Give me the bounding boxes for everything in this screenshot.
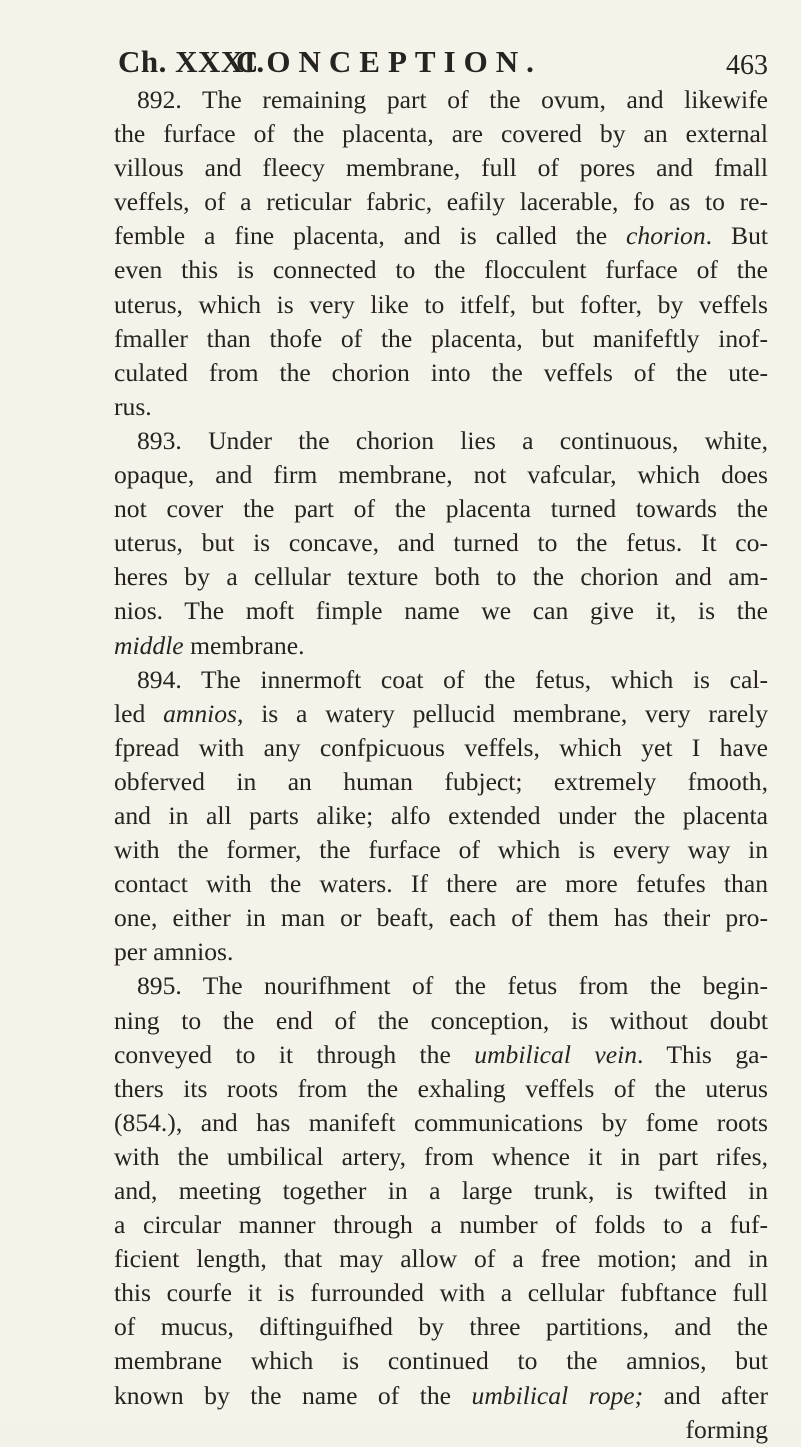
chapter-label: Ch. XXXI. bbox=[118, 44, 265, 79]
text-line: opaque, and firm membrane, not vafcular, which does bbox=[114, 460, 768, 490]
text-line: this courfe it is furrounded with a cellular fubftance full bbox=[114, 1278, 768, 1308]
text-line: middle membrane. bbox=[114, 630, 305, 660]
text-line: uterus, but is concave, and turned to the fetus. It co- bbox=[114, 528, 768, 558]
text-line: fmaller than thofe of the placenta, but manifeftly inof- bbox=[114, 323, 768, 353]
running-title: CONCEPTION. bbox=[236, 44, 542, 79]
text-line: villous and fleecy membrane, full of pores and fmall bbox=[114, 153, 768, 183]
text-line: even this is connected to the flocculent furface of the bbox=[114, 255, 768, 285]
text-line: heres by a cellular texture both to the chorion and am- bbox=[114, 562, 768, 592]
term-umbilical-vein: umbilical vein bbox=[474, 1039, 638, 1069]
catchword: forming bbox=[685, 1414, 768, 1444]
text-line: not cover the part of the placenta turned towards the bbox=[114, 494, 768, 524]
body-text bbox=[114, 83, 768, 1447]
text-line: a circular manner through a number of folds to a fuf- bbox=[114, 1210, 768, 1240]
text-line: the furface of the placenta, are covered by an external bbox=[114, 119, 768, 149]
text-line: with the umbilical artery, from whence it in part rifes, bbox=[114, 1141, 768, 1171]
text-line: uterus, which is very like to itfelf, but fofter, by veffels bbox=[114, 289, 768, 319]
text-line: 892. The remaining part of the ovum, and likewife bbox=[137, 85, 768, 114]
text-line: fpread with any confpicuous veffels, which yet I have bbox=[114, 732, 768, 762]
term-chorion: chorion bbox=[626, 221, 706, 251]
text-line: culated from the chorion into the veffels of the ute- bbox=[114, 357, 768, 387]
text-line: with the former, the furface of which is every way in bbox=[114, 835, 768, 865]
term-umbilical-rope: umbilical rope; bbox=[471, 1380, 644, 1410]
text-line: ficient length, that may allow of a free motion; and in bbox=[114, 1244, 768, 1274]
text-line: veffels, of a reticular fabric, eafily lacerable, fo as to re- bbox=[114, 187, 768, 217]
text-line: 893. Under the chorion lies a continuous, white, bbox=[137, 425, 768, 455]
text-line: conveyed to it through the umbilical vein. This ga- bbox=[114, 1039, 769, 1069]
text-line: known by the name of the umbilical rope; and after bbox=[114, 1380, 769, 1410]
text-line: per amnios. bbox=[114, 937, 234, 967]
running-header bbox=[118, 44, 768, 88]
text-line: and, meeting together in a large trunk, is twifted in bbox=[114, 1176, 768, 1205]
term-amnios: amnios bbox=[163, 698, 238, 728]
text-line: nios. The moft fimple name we can give it, is the bbox=[114, 596, 768, 626]
text-line: membrane which is continued to the amnios, but bbox=[114, 1346, 768, 1376]
text-line: ning to the end of the conception, is without doubt bbox=[114, 1005, 768, 1035]
term-middle: middle bbox=[114, 630, 184, 660]
text-line: obferved in an human fubject; extremely fmooth, bbox=[114, 766, 768, 796]
text-line: one, either in man or beaft, each of them has their pro- bbox=[114, 903, 768, 933]
text-line: 895. The nourifhment of the fetus from the begin- bbox=[137, 971, 768, 1001]
text-line: rus. bbox=[114, 391, 152, 421]
text-line: contact with the waters. If there are more fetufes than bbox=[114, 869, 768, 899]
text-line: 894. The innermoft coat of the fetus, which is cal- bbox=[137, 664, 768, 694]
text-line: thers its roots from the exhaling veffels of the uterus bbox=[114, 1073, 768, 1103]
text-line: of mucus, diftinguifhed by three partitions, and the bbox=[114, 1312, 768, 1342]
text-line: (854.), and has manifeft communications by fome roots bbox=[114, 1107, 768, 1137]
text-line: and in all parts alike; alfo extended under the placenta bbox=[114, 800, 768, 830]
text-line: led amnios, is a watery pellucid membrane, very rarely bbox=[114, 698, 768, 728]
page-number: 463 bbox=[726, 50, 768, 81]
text-line: femble a fine placenta, and is called the chorion. But bbox=[114, 221, 769, 251]
